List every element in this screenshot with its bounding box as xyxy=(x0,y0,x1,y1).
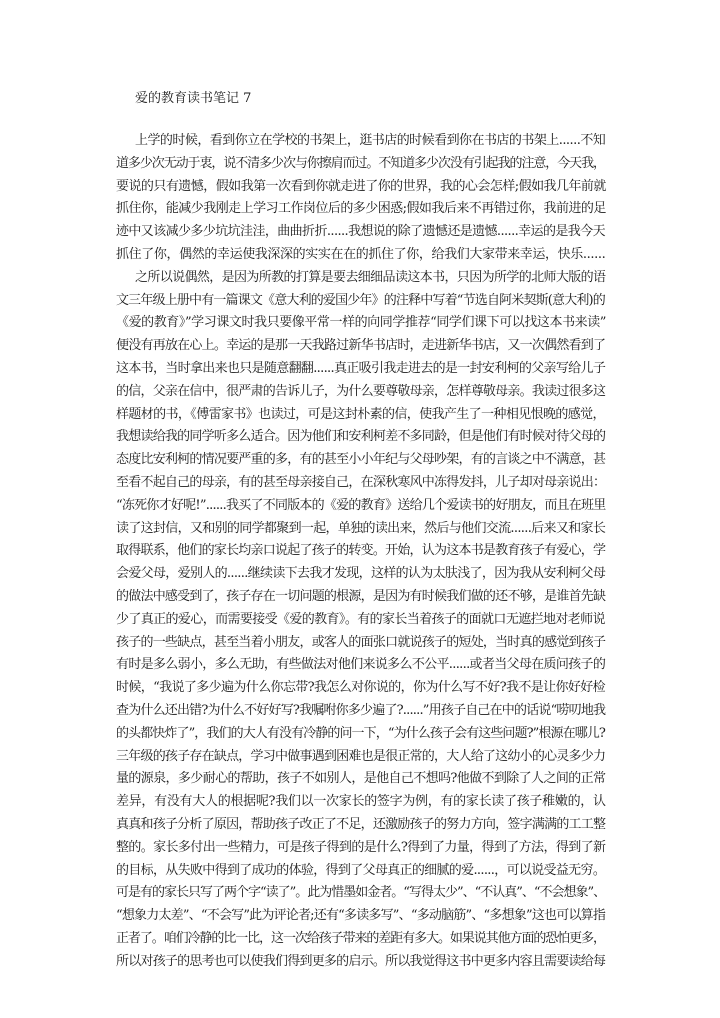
text-line: 查为什么还出错?为什么不好好写?我嘱咐你多少遍了?......”用孩子自己在中的话说“唠叨地我 xyxy=(116,702,606,718)
text-line: “冻死你才好呢!”......我买了不同版本的《爱的教育》送给几个爱读书的好朋友，而且在班里 xyxy=(116,497,606,513)
text-line: 文三年级上册中有一篇课文《意大利的爱国少年》的注释中写着“节选自阿米契斯(意大利)的 xyxy=(116,292,605,308)
text-line: 抓住了你，偶然的幸运使我深深的实实在在的抓住了你，给我们大家带来幸运，快乐...... xyxy=(116,246,606,262)
text-line: 之所以说偶然，是因为所教的打算是要去细细品读这本书，只因为所学的北师大版的语 xyxy=(135,269,606,285)
text-line: 的信，父亲在信中，很严肃的告诉儿子，为什么要尊敬母亲，怎样尊敬母亲。我读过很多这 xyxy=(116,383,606,399)
text-line: 的做法中感受到了，孩子存在一切问题的根源，是因为有时候我们做的还不够，是谁首先缺 xyxy=(116,588,606,604)
text-line: 上学的时候，看到你立在学校的书架上，逛书店的时候看到你在书店的书架上......不知 xyxy=(135,133,606,148)
document-title: 爱的教育读书笔记 7 xyxy=(135,91,252,106)
text-line: 三年级的孩子存在缺点，学习中做事遇到困难也是很正常的，大人给了这幼小的心灵多少力 xyxy=(116,748,606,764)
text-line: 所以对孩子的思考也可以使我们得到更多的启示。所以我觉得这书中更多内容且需要读给每 xyxy=(116,953,606,969)
text-line: 的目标，从失败中得到了成功的体验，得到了父母真正的细腻的爱......，可以说受益无穷。 xyxy=(116,862,606,878)
text-line: 《爱的教育》”学习课文时我只要像平常一样的向同学推荐“同学们课下可以找这本书来读” xyxy=(116,315,607,331)
text-line: 抓住你，能减少我刚走上学习工作岗位后的多少困惑;假如我后来不再错过你，我前进的足 xyxy=(116,201,606,217)
text-line: 态度比安利柯的情况要严重的多，有的甚至小小年纪与父母吵架，有的言谈之中不满意，甚 xyxy=(116,452,606,468)
text-line: 样题材的书，《傅雷家书》也读过，可是这封朴素的信，使我产生了一种相见恨晚的感觉， xyxy=(116,406,605,422)
text-line: 取得联系，他们的家长均亲口说起了孩子的转变。开始，认为这本书是教育孩子有爱心，学 xyxy=(116,543,606,559)
text-line: 正者了。咱们冷静的比一比，这一次给孩子带来的差距有多大。如果说其他方面的恐怕更多， xyxy=(116,930,605,946)
text-line: 会爱父母，爱别人的......继续读下去我才发现，这样的认为太肤浅了，因为我从安利柯父母 xyxy=(116,566,606,582)
text-line: 我想读给我的同学听多么适合。因为他们和安利柯差不多同龄，但是他们有时候对待父母的 xyxy=(116,429,606,445)
text-line: 真真和孩子分析了原因，帮助孩子改正了不足，还激励孩子的努力方向，签字满满的工工整 xyxy=(116,816,606,832)
text-line: 时候，“我说了多少遍为什么你忘带?我怎么对你说的，你为什么写不好?我不是让你好好检 xyxy=(116,680,605,696)
text-line: 读了这封信，又和别的同学都聚到一起，单独的读出来，然后与他们交流......后来又和家长 xyxy=(116,520,606,536)
text-line: “想象力太差”、“不会写”此为评论者;还有“多读多写”、“多动脑筋”、“多想象”这也可以算指 xyxy=(116,908,606,924)
document-body xyxy=(116,130,606,973)
text-line: 要说的只有遗憾，假如我第一次看到你就走进了你的世界，我的心会怎样;假如我几年前就 xyxy=(116,178,606,194)
text-line: 这本书，当时拿出来也只是随意翻翻......真正吸引我走进去的是一封安利柯的父亲写给儿子 xyxy=(116,360,606,376)
text-line: 量的源泉，多少耐心的帮助，孩子不如别人，是他自己不想吗?他做不到除了人之间的正常 xyxy=(116,771,606,787)
text-line: 的头都快炸了”，我们的大人有没有冷静的问一下，“为什么孩子会有这些问题?”根源在哪儿? xyxy=(116,725,605,741)
text-line: 道多少次无动于衷，说不清多少次与你擦肩而过。不知道多少次没有引起我的注意，今天我， xyxy=(116,155,605,171)
text-line: 便没有再放在心上。幸运的是那一天我路过新华书店时，走进新华书店，又一次偶然看到了 xyxy=(116,338,606,354)
text-line: 有时是多么弱小，多么无助，有些做法对他们来说多么不公平......或者当父母在质问孩子的 xyxy=(116,657,606,673)
text-line: 迹中又该减少多少坑坑洼洼，曲曲折折......我想说的除了遗憾还是遗憾......幸运的是我今天 xyxy=(116,224,605,240)
text-line: 孩子的一些缺点，甚至当着小朋友，或客人的面张口就说孩子的短处，当时真的感觉到孩子 xyxy=(116,634,606,650)
text-line: 可是有的家长只写了两个字“读了”。此为惜墨如金者。“写得太少”、“不认真”、“不会想象”、 xyxy=(116,885,606,901)
text-line: 差异，有没有大人的根据呢?我们以一次家长的签字为例，有的家长读了孩子稚嫩的，认 xyxy=(116,794,606,810)
text-line: 至看不起自己的母亲，有的甚至母亲接自己，在深秋寒风中冻得发抖，儿子却对母亲说出： xyxy=(116,474,606,490)
text-line: 整的。家长多付出一些精力，可是孩子得到的是什么?得到了力量，得到了方法，得到了新 xyxy=(116,839,606,855)
text-line: 少了真正的爱心，而需要接受《爱的教育》。有的家长当着孩子的面就口无遮拦地对老师说 xyxy=(116,611,605,627)
